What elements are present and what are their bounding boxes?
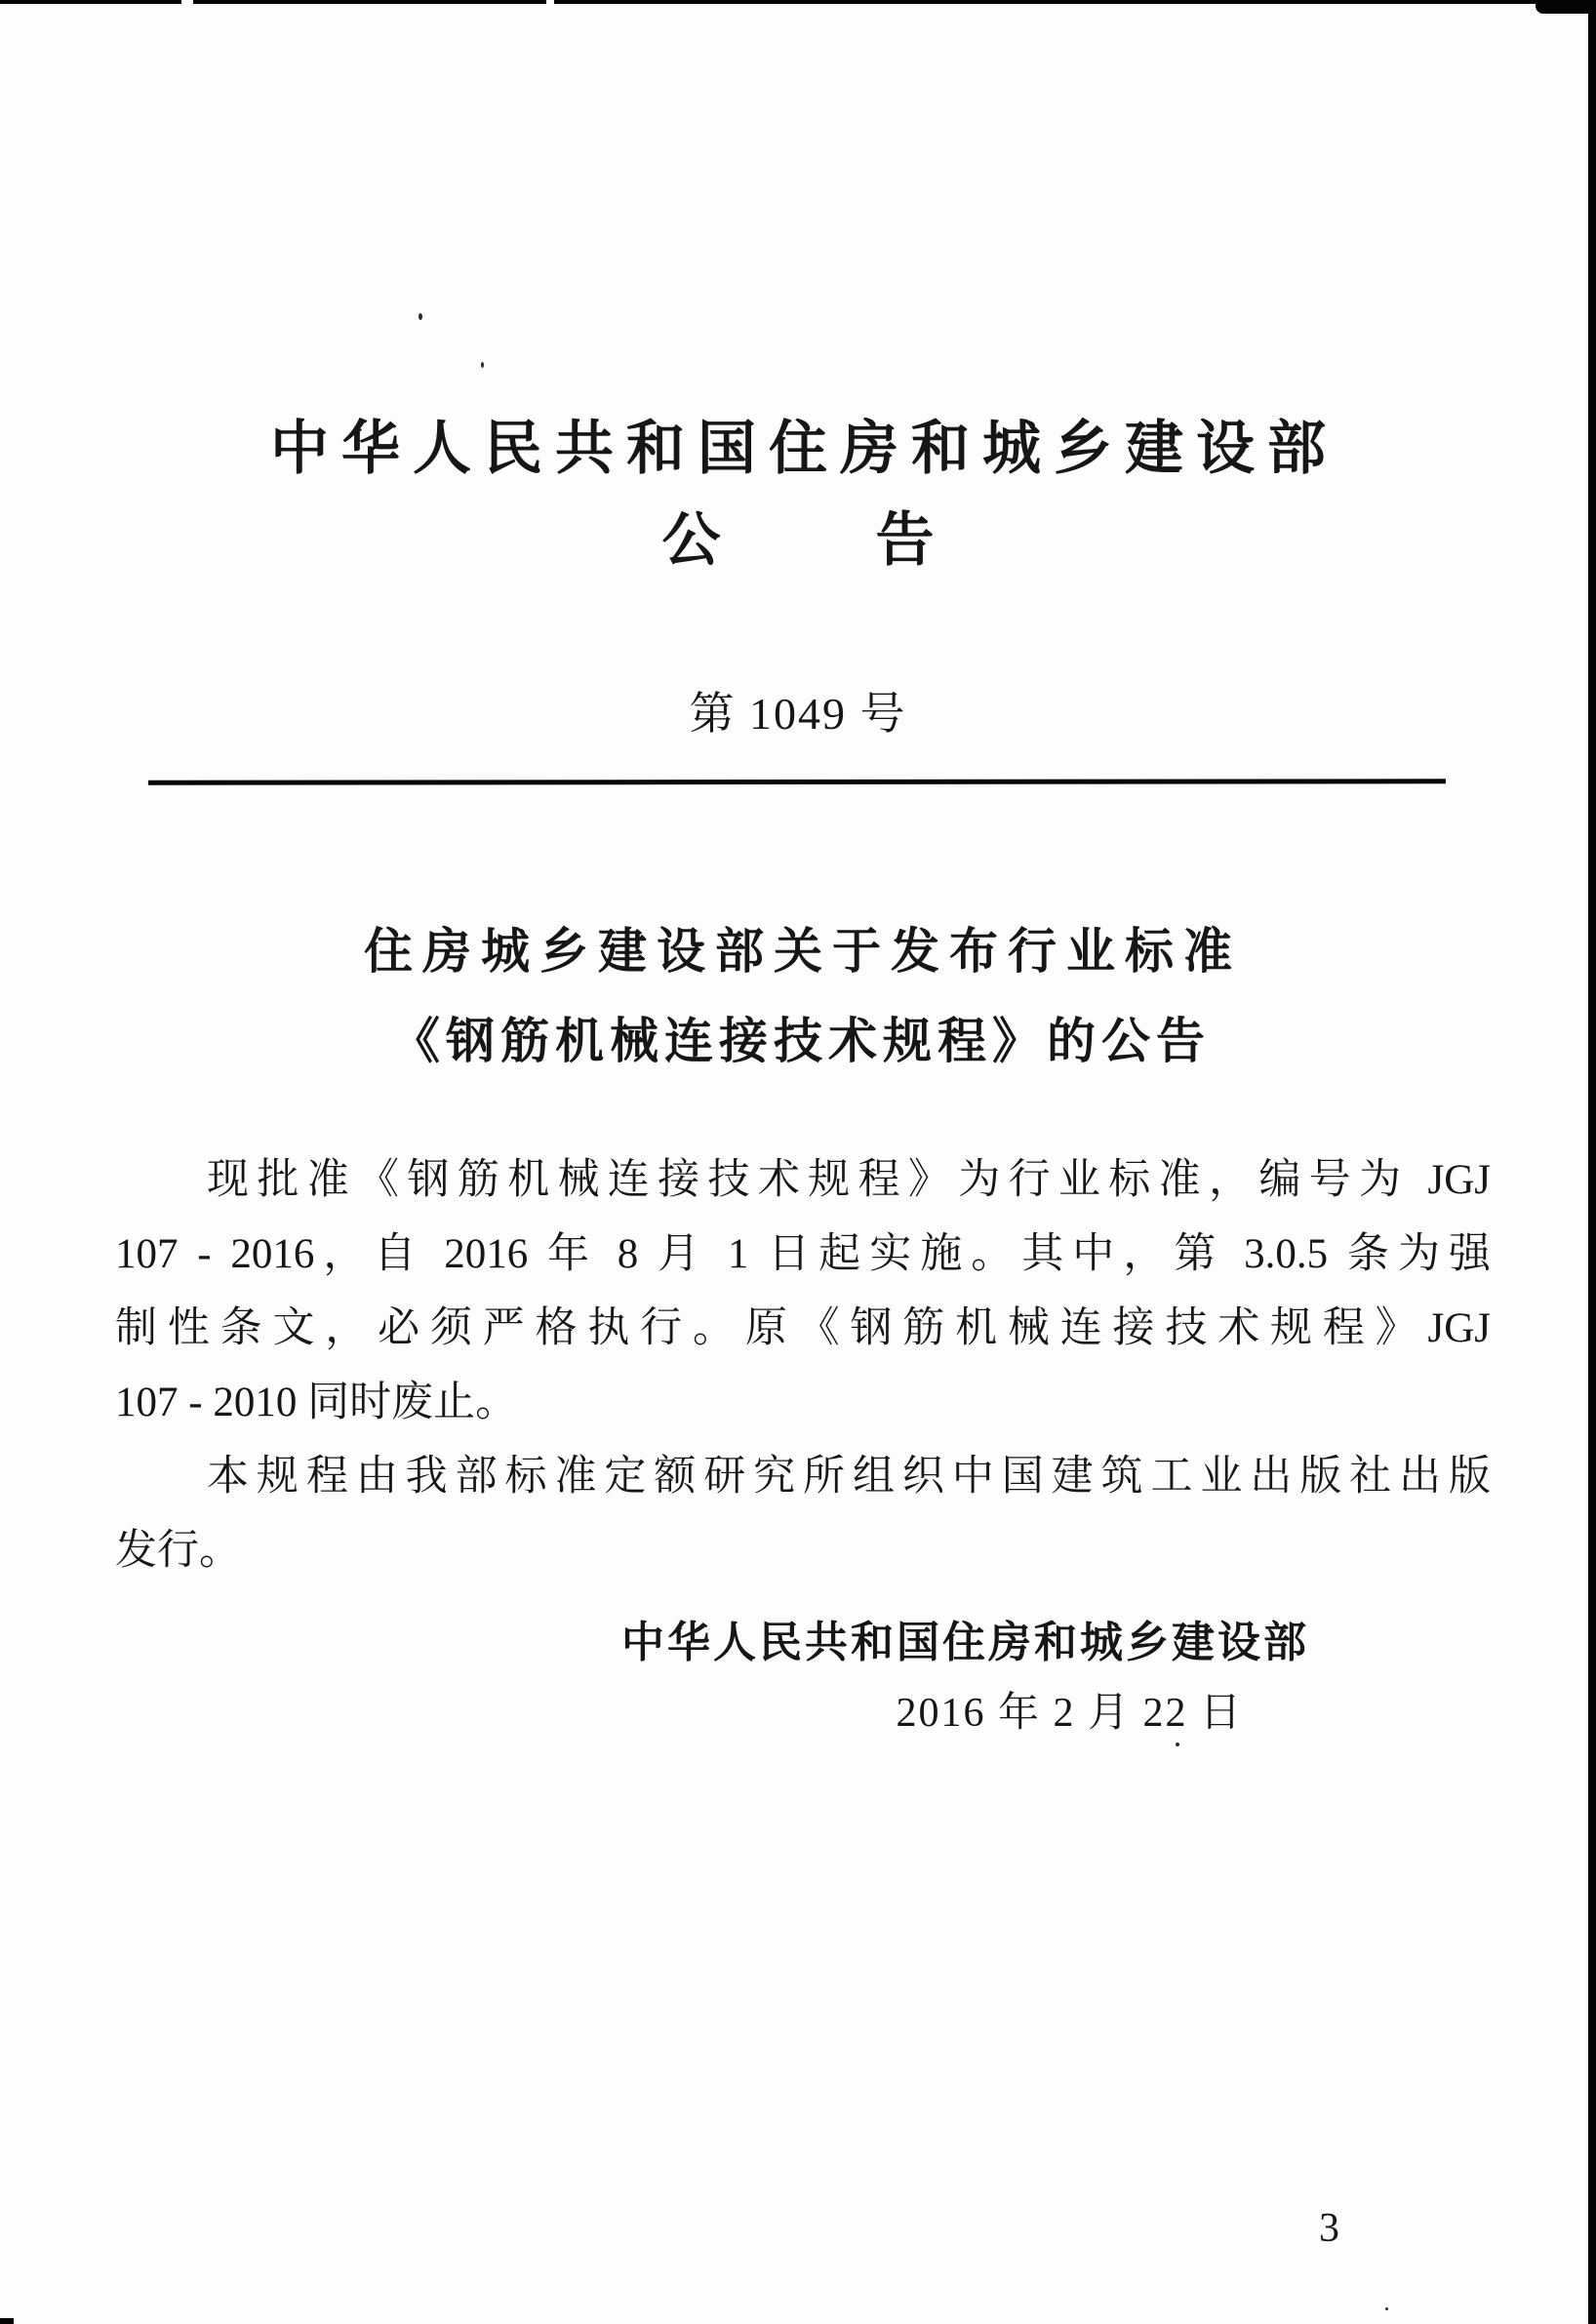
body-paragraph1-line1: 现批准《钢筋机械连接技术规程》为行业标准，编号为 JGJ bbox=[207, 1157, 1491, 1203]
scan-speck bbox=[481, 362, 484, 368]
scan-artifact-notch bbox=[181, 0, 193, 4]
scan-artifact-right-edge bbox=[1588, 0, 1596, 2324]
scan-speck bbox=[1385, 2307, 1388, 2310]
signature-issuer: 中华人民共和国住房和城乡建设部 bbox=[621, 1619, 1309, 1666]
scan-artifact-top-edge bbox=[0, 0, 1596, 4]
signature-date: 2016 年 2 月 22 日 bbox=[896, 1691, 1243, 1736]
horizontal-divider-rule bbox=[148, 779, 1446, 784]
scan-artifact-notch bbox=[546, 0, 554, 4]
ministry-name-heading: 中华人民共和国住房和城乡建设部 bbox=[270, 416, 1338, 481]
scan-artifact-bottom-left bbox=[0, 2318, 14, 2324]
body-text bbox=[115, 1143, 1491, 1588]
document-number: 第 1049 号 bbox=[689, 689, 907, 739]
scan-speck bbox=[419, 313, 422, 320]
announcement-title-line2: 《钢筋机械连接技术规程》的公告 bbox=[391, 1014, 1211, 1068]
body-paragraph1-line4: 107 - 2010 同时废止。 bbox=[115, 1380, 518, 1425]
body-paragraph2-line1: 本规程由我部标准定额研究所组织中国建筑工业出版社出版 bbox=[207, 1454, 1491, 1500]
body-paragraph1-line3: 制性条文，必须严格执行。原《钢筋机械连接技术规程》JGJ bbox=[115, 1305, 1491, 1351]
announcement-word-heading: 公 告 bbox=[661, 507, 947, 573]
body-paragraph1-line2: 107 - 2016，自 2016 年 8 月 1 日起实施。其中，第 3.0.5 条为强 bbox=[115, 1231, 1491, 1277]
body-paragraph2-line2: 发行。 bbox=[115, 1528, 241, 1574]
announcement-title-line1: 住房城乡建设部关于发布行业标准 bbox=[364, 924, 1242, 979]
scan-artifact-top-right bbox=[1536, 0, 1596, 14]
page-number: 3 bbox=[1319, 2206, 1339, 2251]
scan-speck bbox=[1176, 1743, 1179, 1746]
